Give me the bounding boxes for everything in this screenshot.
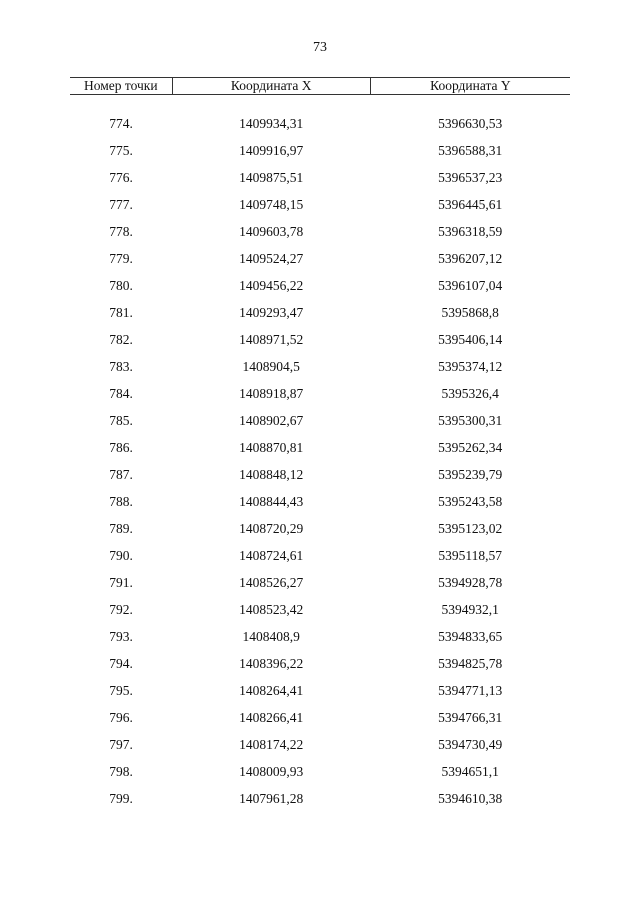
coordinate-x: 1408264,41 xyxy=(239,683,304,698)
table-row xyxy=(70,569,570,596)
coordinate-y: 5394766,31 xyxy=(438,710,503,725)
table-row xyxy=(70,704,570,731)
point-number: 796. xyxy=(109,710,133,725)
table-row xyxy=(70,731,570,758)
coordinate-y: 5395262,34 xyxy=(438,440,503,455)
coordinate-y: 5395243,58 xyxy=(438,494,503,509)
point-number: 775. xyxy=(109,143,133,158)
coordinate-x: 1408870,81 xyxy=(239,440,304,455)
coordinate-y: 5395374,12 xyxy=(438,359,503,374)
coordinate-y: 5395300,31 xyxy=(438,413,503,428)
coordinate-x: 1409603,78 xyxy=(239,224,304,239)
point-number: 799. xyxy=(109,791,133,806)
table-row xyxy=(70,677,570,704)
point-number: 793. xyxy=(109,629,133,644)
coordinate-y: 5396318,59 xyxy=(438,224,503,239)
point-number: 774. xyxy=(109,116,133,131)
coordinate-x: 1409524,27 xyxy=(239,251,304,266)
coordinate-x: 1408009,93 xyxy=(239,764,304,779)
table-header-row xyxy=(70,78,570,95)
coordinates-table xyxy=(70,77,570,812)
coordinate-x: 1409934,31 xyxy=(239,116,304,131)
point-number: 798. xyxy=(109,764,133,779)
table-row xyxy=(70,326,570,353)
coordinate-y: 5394771,13 xyxy=(438,683,503,698)
coordinate-y: 5395868,8 xyxy=(441,305,499,320)
coordinate-x: 1408526,27 xyxy=(239,575,304,590)
header-coordinate-y: Координата Y xyxy=(370,78,570,95)
table-row xyxy=(70,299,570,326)
table-row xyxy=(70,245,570,272)
coordinate-y: 5395406,14 xyxy=(438,332,503,347)
point-number: 780. xyxy=(109,278,133,293)
table-row xyxy=(70,596,570,623)
table-row xyxy=(70,137,570,164)
coordinate-x: 1408902,67 xyxy=(239,413,304,428)
coordinate-y: 5394610,38 xyxy=(438,791,503,806)
table-row xyxy=(70,542,570,569)
coordinate-y: 5394833,65 xyxy=(438,629,503,644)
table-row xyxy=(70,434,570,461)
coordinate-y: 5396207,12 xyxy=(438,251,503,266)
table-row xyxy=(70,272,570,299)
point-number: 786. xyxy=(109,440,133,455)
coordinate-x: 1408844,43 xyxy=(239,494,304,509)
coordinate-y: 5394651,1 xyxy=(441,764,499,779)
point-number: 789. xyxy=(109,521,133,536)
point-number: 788. xyxy=(109,494,133,509)
point-number: 797. xyxy=(109,737,133,752)
coordinate-y: 5396588,31 xyxy=(438,143,503,158)
coordinate-x: 1408918,87 xyxy=(239,386,304,401)
coordinate-y: 5396107,04 xyxy=(438,278,503,293)
coordinate-y: 5394730,49 xyxy=(438,737,503,752)
point-number: 781. xyxy=(109,305,133,320)
point-number: 791. xyxy=(109,575,133,590)
coordinate-x: 1409916,97 xyxy=(239,143,304,158)
coordinate-y: 5396537,23 xyxy=(438,170,503,185)
table-row xyxy=(70,110,570,137)
point-number: 792. xyxy=(109,602,133,617)
coordinate-x: 1409456,22 xyxy=(239,278,304,293)
table-row xyxy=(70,650,570,677)
table-row xyxy=(70,164,570,191)
coordinate-x: 1408396,22 xyxy=(239,656,304,671)
coordinate-y: 5395123,02 xyxy=(438,521,503,536)
coordinate-x: 1409748,15 xyxy=(239,197,304,212)
table-row xyxy=(70,758,570,785)
table-row xyxy=(70,218,570,245)
coordinate-x: 1408971,52 xyxy=(239,332,304,347)
coordinate-x: 1408848,12 xyxy=(239,467,304,482)
coordinate-x: 1408523,42 xyxy=(239,602,304,617)
coordinate-y: 5394932,1 xyxy=(441,602,499,617)
coordinate-x: 1408408,9 xyxy=(242,629,300,644)
table-spacer xyxy=(70,95,570,111)
coordinate-y: 5394825,78 xyxy=(438,656,503,671)
coordinate-x: 1408720,29 xyxy=(239,521,304,536)
point-number: 776. xyxy=(109,170,133,185)
table-row xyxy=(70,488,570,515)
table-row xyxy=(70,407,570,434)
header-coordinate-x: Координата X xyxy=(172,78,370,95)
point-number: 779. xyxy=(109,251,133,266)
table-row xyxy=(70,380,570,407)
table-row xyxy=(70,191,570,218)
coordinate-x: 1408904,5 xyxy=(242,359,300,374)
coordinate-x: 1408174,22 xyxy=(239,737,304,752)
coordinate-y: 5395118,57 xyxy=(438,548,502,563)
point-number: 777. xyxy=(109,197,133,212)
point-number: 785. xyxy=(109,413,133,428)
point-number: 790. xyxy=(109,548,133,563)
coordinate-y: 5394928,78 xyxy=(438,575,503,590)
table-row xyxy=(70,623,570,650)
point-number: 794. xyxy=(109,656,133,671)
coordinate-y: 5395239,79 xyxy=(438,467,503,482)
table-row xyxy=(70,461,570,488)
point-number: 782. xyxy=(109,332,133,347)
point-number: 795. xyxy=(109,683,133,698)
table-row xyxy=(70,785,570,812)
point-number: 784. xyxy=(109,386,133,401)
coordinate-x: 1408724,61 xyxy=(239,548,304,563)
table-row xyxy=(70,515,570,542)
point-number: 778. xyxy=(109,224,133,239)
point-number: 783. xyxy=(109,359,133,374)
coordinate-x: 1409293,47 xyxy=(239,305,304,320)
table-body xyxy=(70,95,570,813)
header-point-number: Номер точки xyxy=(70,78,172,95)
coordinate-y: 5395326,4 xyxy=(441,386,499,401)
coordinate-x: 1409875,51 xyxy=(239,170,304,185)
coordinate-y: 5396630,53 xyxy=(438,116,503,131)
table-row xyxy=(70,353,570,380)
page-number: 73 xyxy=(313,40,327,55)
coordinate-y: 5396445,61 xyxy=(438,197,503,212)
point-number: 787. xyxy=(109,467,133,482)
coordinate-x: 1408266,41 xyxy=(239,710,304,725)
coordinate-x: 1407961,28 xyxy=(239,791,304,806)
